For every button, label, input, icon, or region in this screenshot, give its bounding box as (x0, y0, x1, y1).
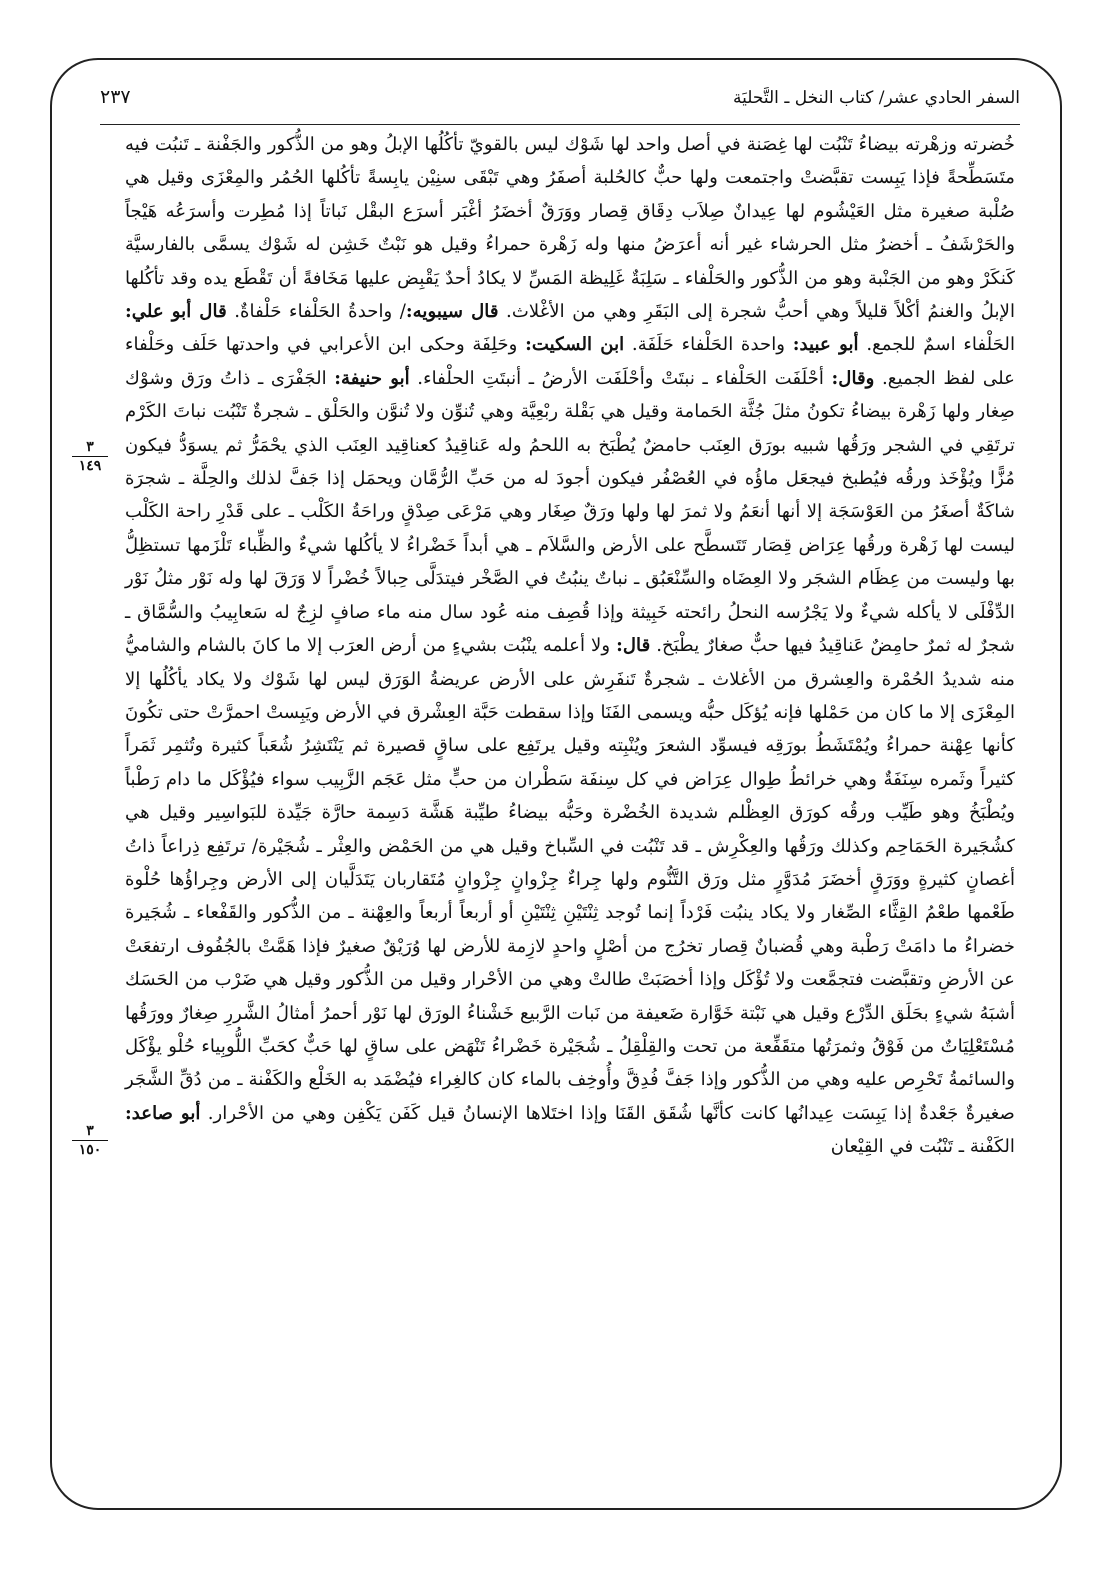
cited-authority: قال: (616, 635, 651, 657)
main-paragraph (125, 128, 1015, 1164)
margin-reference-page: ١٤٩ (78, 458, 102, 474)
text-segment: الحَلْفاء اسمٌ للجمع. (866, 334, 1015, 356)
margin-reference-2 (72, 1124, 108, 1157)
cited-authority: أبو حنيفة: (334, 367, 410, 389)
text-segment: أحْلَفَت الحَلْفاء ـ نبتَتْ وأحْلَفَت الأرضُ ـ أنبتَتِ الحلْفاء. (417, 367, 824, 389)
cited-authority: أبو صاعد: (125, 1102, 201, 1124)
cited-authority: ابن السكيت: (525, 334, 625, 356)
cited-authority: قال أبو علي: (125, 301, 227, 323)
text-segment: الجَفْرَى ـ ذاتُ ورَق وشوْك صِغار ولها زَهْرة بيضاءُ تكونُ مثلَ جُثَّة الحَمامة وقيل هي بَقْلة ربْعِيَّة وهي تُنوِّن ولا تُنوَّن والحَلْق ـ شجرةٌ تَنْبُت نباتَ الكَرْم ترتَقِي في الشجر ورَقُها شبيه بورَق العِنَب حامضٌ يُطْبَخ به اللحمُ وله عَناقِيدُ كعناقِيد العِنَب الذي يحْمَرُّ ثم يسوَدُّ فيكون مُزًّا ويُؤْخَذ ورقُه فيُطبخ فيجعَل ماؤُه في العُصْفُر فيكون أجودَ له من حَبِّ الرُّمَّان ويحمَل إذا جَفَّ لذلك والحِلَّة ـ شجرَة شاكَةٌ أصغَرُ من العَوْسَجَة إلا أنها أنعَمُ ولا ثمرَ لها ولها ورَقٌ صِغَار وهي مَرْعَى صِدْقٍ وراحَةُ الكَلْب ـ على قَدْرِ راحة الكَلْب ليست لها زَهْرة ورقُها عِرَاض قِصَار تَتَسطَّح على الأرض والسَّلاَم ـ هي أبداً خَضْراءُ لا يأكُلها شيءٌ والظِّباء تَلْزَمها تستظِلُّ بها وليست من عِظَام الشجَر ولا العِضَاه والسِّنْعَبُق ـ نباتٌ ينبُتُ في الصَّخْر فيتدَلَّى حِبالاً خُضْراً لا وَرَقَ لها وله نَوْر مثلُ نَوْر الدِّفْلَى لا يأكله شيءٌ ولا يَجْرُسه النحلُ رائحته خَبِيثة وإذا قُصِف منه عُود سال منه ماء صافٍ لزِجٌ له سَعابِيبُ والسُّمَّاق ـ شجرٌ له ثمرٌ حامِضٌ عَناقِيدُ فيها حبٌّ صغارٌ يطْبَخ. (125, 367, 1015, 657)
page-number: ٢٣٧ (100, 86, 131, 108)
header-rule (100, 124, 1020, 125)
running-title: السفر الحادي عشر/ كتاب النخل ـ التَّحليَة (733, 88, 1020, 108)
cited-authority: أبو عبيد: (792, 334, 859, 356)
margin-reference-page: ١٥٠ (78, 1142, 102, 1158)
page-header (100, 82, 1020, 122)
text-segment: الكَفْنة ـ تَنْبُت في القِيْعان (830, 1136, 1015, 1158)
main-text (125, 128, 1015, 1164)
margin-reference-volume: ٣ (72, 440, 108, 457)
text-segment: واحدة الحَلْفاء حَلَفَة. (631, 334, 786, 356)
cited-authority: وقال: (831, 367, 875, 389)
text-segment: ولا أعلمه ينْبُت بشيءٍ من أرض العرَب إلا ما كانَ بالشام والشاميُّ منه شديدُ الحُمْرة والعِشرق من الأغلاث ـ شجرةٌ تَنفَرِش على الأرض عريضةُ الوَرَق ليس لها شَوْك ولا يكاد يأكُلُها إلا المِعْزَى إلا ما كان من حَمْلها فإنه يُؤكَل حبُّه ويسمى الفَنَا وإذا سقطت حَبَّة العِشْرق في الأرض ويَبِستْ احمرَّتْ حتى تكُونَ كأنها عِهْنة حمراءُ ويُمْتَشَطُ بورَقِه فيسوِّد الشعرَ ويُنْبِته وقيل يرتَفِع على ساقٍ قصيرة ثم يَنْتَشِرُ شُعَباً كثيرة وتُثمِر ثَمَراً كثيراً وثَمره سِنَفَةٌ وهي خرائطُ طِوال عِرَاض في كل سِنفَة سَطْران من حبٍّ مثل عَجَم الزَّبِيب سواء فيُؤْكَل ما دام رَطْباً ويُطْبَخُ وهو طَيِّب ورقُه كورَق العِظْلم شديدة الخُضْرة وحَبُّه بيضاءُ طيِّبة هَشَّة دَسِمة حارَّة جَيِّدة للبَواسِير وقيل هي كشُجَيرة الحَمَاحِم وكذلك ورَقُها والعِكْرِش ـ قد تَنْبُت في السِّباخ وقيل هي من الحَمْض والعِثْر ـ شُجَيْرة/ ترتَفِع ذِراعاً ذاتُ أغصانٍ كثيرةٍ ووَرَقٍ أخضَرَ مُدَوَّرٍ مثل ورَق التَّنُّوم ولها جِراءٌ جِزْوانٍ جِزْوانٍ مُتَقاربان يَتَدَلَّيان إلى الأرض وجِراؤُها حُلْوة طَعْمها طعْمُ القِثَّاء الصِّغار ولا يكاد ينبُت فَرْداً إنما تُوجد ثِنْتَيْنِ ثِنْتَيْنِ أو أربعاً أربعاً والعِهْنة ـ من الذُّكور والقَفْعاء ـ شُجَيرة خضراءُ ما دامَتْ رَطْبة وهي قُضبانٌ قِصار تخرُج من أصْلٍ واحدٍ لازِمة للأرض لها وُرَيْقٌ صغيرٌ فإذا هَمَّتْ بالجُفُوف ارتفعَتْ عن الأرضِ وتقبَّضت فتجمَّعت ولا تُؤْكَل وإذا أخصَبَتْ طالتْ وهي من الأحْرار وقيل من الذُّكور وقيل هي ضَرْب من الحَسَك أشبَهُ شيءٍ بحَلَق الدِّرْع وقيل هي نَبْتة خَوَّارة ضَعيفة من نَبات الرَّبيع خَشْناءُ الورَق لها نَوْر أحمرُ أمثالُ الشَّررِ صِغارٌ وورَقُها مُسْتَعْلِيَاتٌ من فَوْقُ وثمرَتُها متقَفِّعة من تحت والقِلْقِلُ ـ شُجَيْرة خَضْراءُ تَنْهَض على ساقٍ لها حَبٌّ كحَبِّ اللُّوبِياء حُلْو يؤْكَل والسائمةُ تَحْرِص عليه وهي من الذُّكور وإذا جَفَّ فُدِقَّ وأُوخِف بالماء كان كالغِراء فيُضْمَد به الخَلْع والكَفْنة ـ من دُقِّ الشَّجَر صغيرةٌ جَعْدةٌ إذا يَبِسَت عِيدانُها كانت كأنَّها شُقَق القَنَا وإذا اختَلاها الإنسانُ قيل كَفَن يَكْفِن وهي من الأحْرار. (125, 635, 1015, 1124)
cited-authority: قال سيبويه: (405, 301, 499, 323)
margin-reference-1 (72, 440, 108, 473)
text-segment: وحَلِفَة وحكى ابن الأعرابي في واحدتها حَلَف وحَلْفاء على لفظ الجميع. (125, 334, 1015, 389)
text-segment: / واحدةُ الحَلْفاء حَلْفاةٌ. (234, 301, 406, 323)
text-segment: خُضرته وزهْرته بيضاءُ تَنْبُت لها غِصَنة في أصل واحد لها شَوْك ليس بالقويّ تأكُلُها الإبلُ وهو من الذُّكور والجَفْنة ـ تَنبُت فيه متَسَطِّحةً فإذا يَبِست تقبَّضتْ واجتمعت ولها حبٌّ كالحُلبة أصفَرُ وهي تَبْقَى سنِيْن يابِسةً تأكُلها الحُمُر والمِعْزَى وقيل هي صُلْبة صغيرة مثل العَيْشُوم لها عِيدانٌ صِلاَب دِقَاق قِصار ووَرَقٌ أخضَرُ أغْبَر أسرَع البقْل نَباتاً إذا مُطِرت وأسرَعُه هَيْجاً والحَرْشَفُ ـ أخضرُ مثل الحرشاء غير أنه أعرَضُ منها وله زَهْرة حمراءُ وقيل هو نَبْتٌ خَشِن له شَوْك يسمَّى بالفارسيَّة كَنكَرْ وهو من الجَنْبة وهو من الذُّكور والحَلْفاء ـ سَلِبَةٌ غَلِيظة المَسِّ لا يكادُ أحدٌ يَقْبِض عليها مَخَافةً أن تَقْطَع يده وقد تأكُلها الإبلُ والغنمُ أكْلاً قليلاً وهي أحبُّ شجرة إلى البَقَرِ وهي من الأغْلاث. (125, 134, 1015, 323)
margin-reference-volume: ٣ (72, 1124, 108, 1141)
